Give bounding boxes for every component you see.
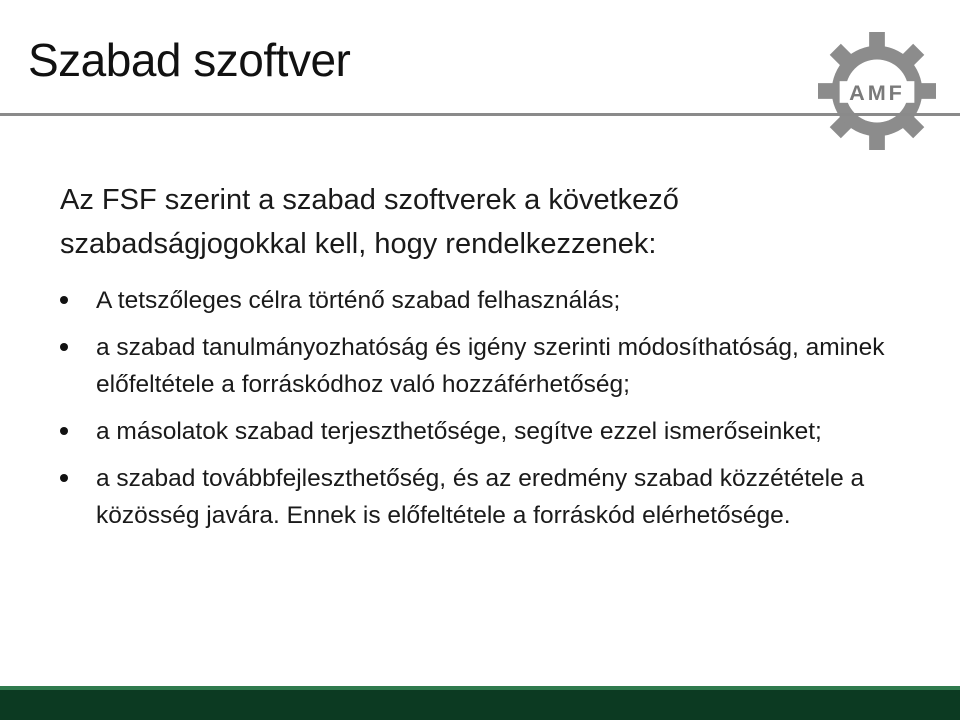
bullet-text: a szabad továbbfejleszthetőség, és az eredmény szabad közzététele a közösség javára. Ennek is előfeltétele a forráskód elérhetősége. (96, 465, 865, 529)
bullet-icon (60, 343, 68, 351)
bullet-icon (60, 427, 68, 435)
logo-text: AMF (849, 79, 905, 105)
slide-title: Szabad szoftver (28, 34, 351, 86)
bullet-text: a szabad tanulmányozhatóság és igény szerinti módosíthatóság, aminek előfeltétele a forráskódhoz való hozzáférhetőség; (96, 334, 885, 398)
amf-gear-logo (818, 32, 936, 150)
bullet-icon (60, 296, 68, 304)
bullet-list (60, 282, 920, 544)
list-item (60, 282, 920, 319)
title-divider (0, 113, 960, 116)
list-item (60, 329, 920, 403)
bullet-text: a másolatok szabad terjeszthetősége, segítve ezzel ismerőseinket; (96, 418, 822, 445)
list-item (60, 460, 920, 534)
bullet-text: A tetszőleges célra történő szabad felhasználás; (96, 287, 621, 314)
list-item (60, 413, 920, 450)
intro-paragraph: Az FSF szerint a szabad szoftverek a következő szabadságjogokkal kell, hogy rendelkezzenek: (60, 184, 679, 260)
footer-accent-stripe (0, 686, 960, 690)
footer-bar (0, 686, 960, 720)
bullet-icon (60, 474, 68, 482)
